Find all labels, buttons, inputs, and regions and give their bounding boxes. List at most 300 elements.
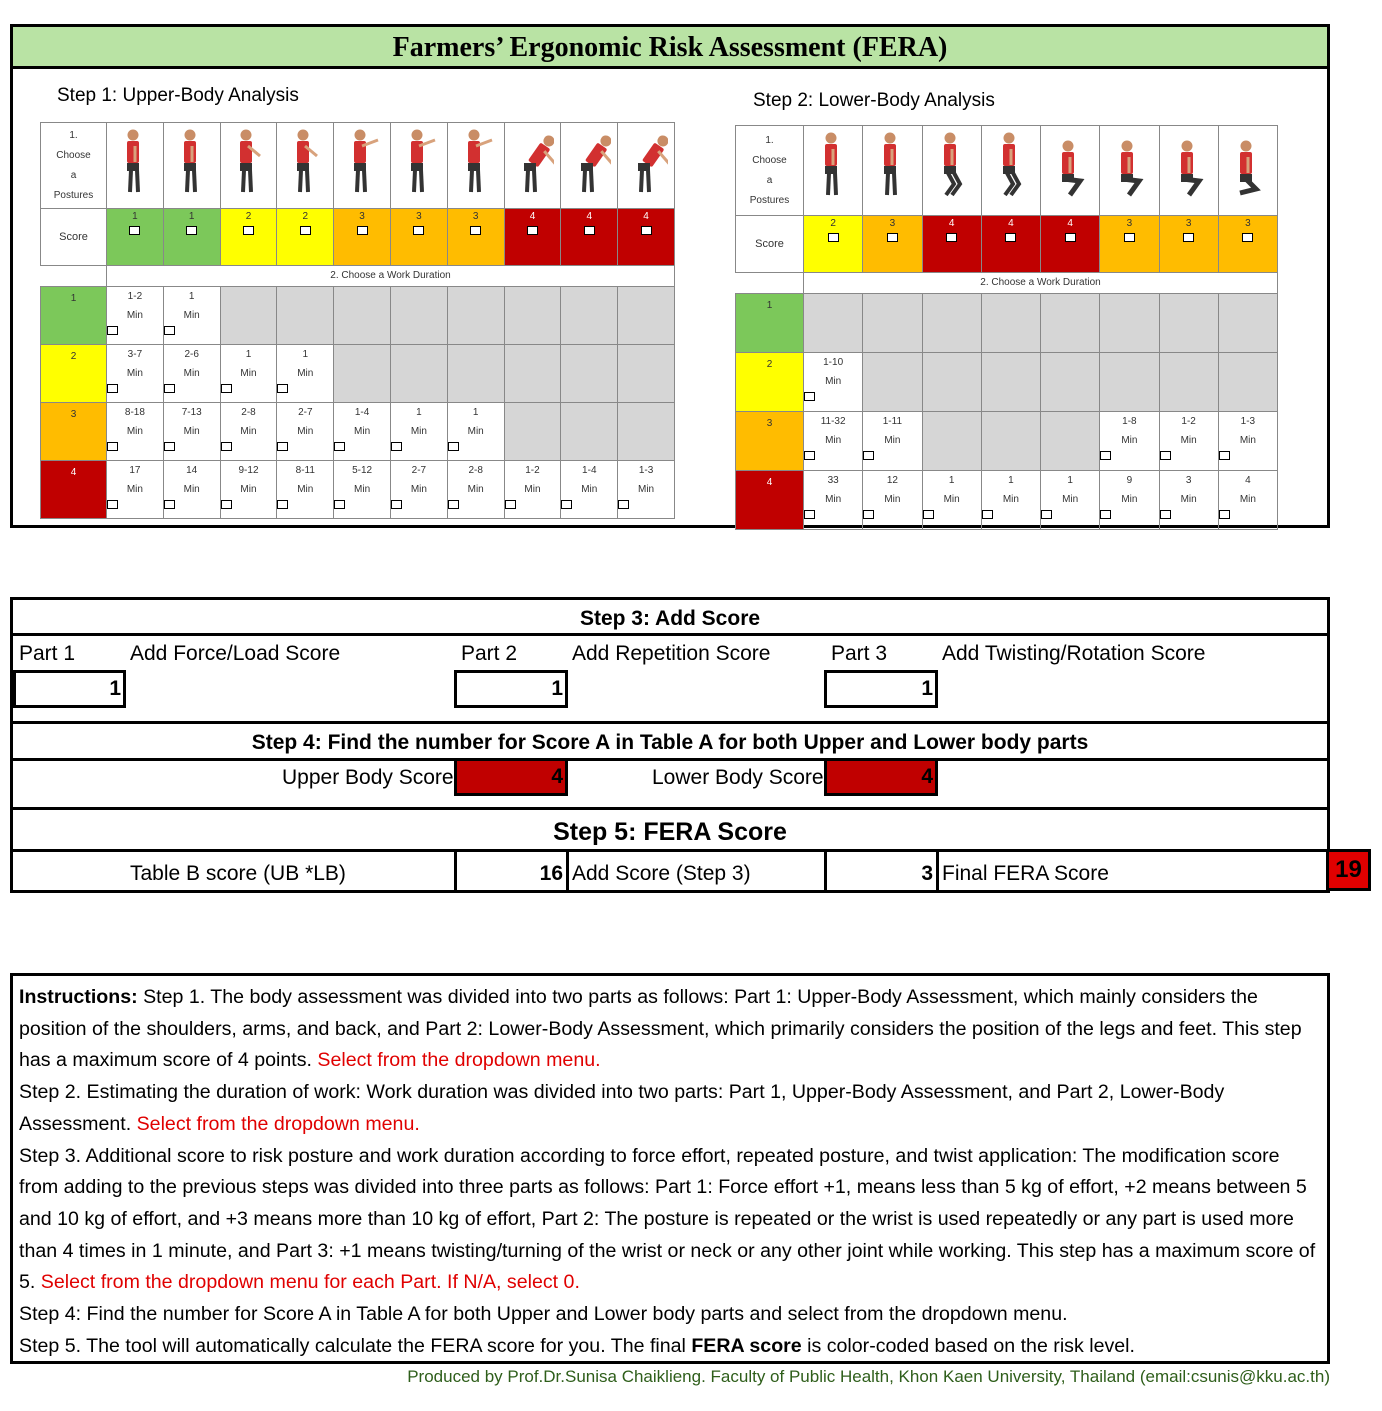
duration-option[interactable] [107,461,164,519]
knee-bend-icon [922,126,981,216]
posture-score-cell[interactable] [618,209,675,266]
posture-checkbox[interactable] [887,233,898,242]
posture-checkbox[interactable] [300,226,311,235]
duration-checkbox[interactable] [334,442,345,451]
posture-checkbox[interactable] [1183,233,1194,242]
duration-range: 1 [1008,475,1014,486]
duration-unit: Min [467,484,484,495]
duration-option[interactable] [1100,471,1159,530]
posture-score-cell[interactable] [863,216,922,273]
duration-checkbox[interactable] [221,442,232,451]
duration-unit: Min [638,484,655,495]
step1-heading: Step 1: Upper-Body Analysis [57,85,299,106]
posture-score-value: 2 [245,211,252,222]
empty-duration-cell [561,403,618,461]
duration-checkbox[interactable] [221,384,232,393]
posture-checkbox[interactable] [584,226,595,235]
duration-unit: Min [240,484,257,495]
posture-score-value: 4 [1067,218,1073,229]
duration-option[interactable] [863,412,922,471]
posture-score-cell[interactable] [334,209,391,266]
table-b-label: Table B score (UB *LB) [130,862,346,885]
posture-checkbox[interactable] [641,226,652,235]
empty-duration-cell [863,294,922,353]
duration-checkbox[interactable] [561,500,572,509]
duration-unit: Min [524,484,541,495]
risk-level-label: 3 [41,403,107,461]
step5-heading: Step 5: FERA Score [553,818,787,846]
duration-unit: Min [240,368,257,379]
bent-forward-icon [618,123,675,209]
risk-level-label: 2 [736,353,804,412]
posture-score-value: 4 [948,218,955,229]
final-fera-label: Final FERA Score [942,862,1109,885]
empty-duration-cell [981,353,1040,412]
duration-checkbox[interactable] [804,392,815,401]
duration-unit: Min [410,484,427,495]
empty-duration-cell [804,294,863,353]
deep-squat-icon [1159,126,1218,216]
table-b-value: 16 [539,862,563,885]
duration-checkbox[interactable] [107,500,118,509]
page-title: Farmers’ Ergonomic Risk Assessment (FERA) [13,27,1327,69]
duration-range: 1-3 [638,465,654,476]
duration-option[interactable] [107,403,164,461]
duration-unit: Min [1121,435,1138,446]
duration-checkbox[interactable] [277,384,288,393]
duration-checkbox[interactable] [1160,451,1171,460]
force-load-label: Add Force/Load Score [130,642,341,665]
duration-checkbox[interactable] [923,510,934,519]
empty-duration-cell [618,403,675,461]
duration-checkbox[interactable] [1100,510,1111,519]
duration-unit: Min [1180,435,1197,446]
duration-unit: Min [884,435,901,446]
footer-credit: Produced by Prof.Dr.Sunisa Chaiklieng. Faculty of Public Health, Khon Kaen University, Thailand (email:csunis@kku.ac.th) [407,1367,1330,1386]
duration-unit: Min [126,368,143,379]
duration-checkbox[interactable] [505,500,516,509]
duration-option[interactable] [863,471,922,530]
empty-duration-cell [390,287,447,345]
score-label: Score [41,209,107,266]
duration-checkbox[interactable] [804,510,815,519]
posture-checkbox[interactable] [828,233,839,242]
part1-label: Part 1 [19,642,76,665]
duration-option[interactable] [277,345,334,403]
duration-option[interactable] [220,345,277,403]
duration-option[interactable] [1041,471,1100,530]
duration-unit: Min [126,310,143,321]
duration-range: 1-4 [582,465,597,476]
duration-unit: Min [581,484,598,495]
duration-checkbox[interactable] [277,500,288,509]
duration-checkbox[interactable] [277,442,288,451]
posture-checkbox[interactable] [413,226,424,235]
duration-option[interactable] [107,287,164,345]
kneeling-icon [1218,126,1277,216]
duration-unit: Min [354,426,371,437]
duration-checkbox[interactable] [863,451,874,460]
duration-unit: Min [410,426,427,437]
posture-score-value: 2 [302,211,309,222]
duration-unit: Min [183,310,200,321]
duration-option[interactable] [334,403,391,461]
duration-range: 1-2 [525,465,540,476]
arm-raised-forward-icon [390,123,447,209]
risk-level-label: 2 [41,345,107,403]
posture-score-cell[interactable] [1159,216,1218,273]
duration-unit: Min [1180,494,1197,505]
duration-option[interactable] [1218,412,1277,471]
empty-duration-cell [618,345,675,403]
instruction-step2: Step 2. Estimating the duration of work: Work duration was divided into two parts: Part 1, Upper-Body Assessment, and Part 2, Lower-Body Assessment. [19,1081,1225,1135]
duration-checkbox[interactable] [1100,451,1111,460]
empty-duration-cell [561,345,618,403]
posture-checkbox[interactable] [1124,233,1135,242]
duration-range: 33 [827,475,839,486]
posture-score-cell[interactable] [504,209,561,266]
repetition-label: Add Repetition Score [572,642,771,665]
add-score-value: 3 [921,862,933,885]
posture-score-value: 3 [472,211,479,222]
standing-arms-down-icon [107,123,164,209]
duration-checkbox[interactable] [863,510,874,519]
duration-checkbox[interactable] [1219,451,1230,460]
duration-checkbox[interactable] [164,326,175,335]
posture-score-value: 1 [132,211,138,222]
duration-option[interactable] [618,461,675,519]
duration-range: 1 [1067,475,1073,486]
duration-checkbox[interactable] [1160,510,1171,519]
posture-score-value: 3 [1185,218,1192,229]
empty-duration-cell [1100,353,1159,412]
duration-unit: Min [467,426,484,437]
step4-heading: Step 4: Find the number for Score A in Table A for both Upper and Lower body parts [251,731,1089,754]
empty-duration-cell [922,353,981,412]
duration-unit: Min [1239,494,1256,505]
posture-checkbox[interactable] [243,226,254,235]
instructions-box [10,973,1330,1364]
duration-checkbox[interactable] [164,384,175,393]
upper-body-score-label: Upper Body Score [282,766,454,789]
risk-level-label: 1 [736,294,804,353]
duration-unit: Min [354,484,371,495]
duration-checkbox[interactable] [334,500,345,509]
standing-icon [863,126,922,216]
posture-checkbox[interactable] [470,226,481,235]
arm-raised-forward-icon [334,123,391,209]
work-duration-label: 2. Choose a Work Duration [804,273,1278,294]
duration-unit: Min [183,484,200,495]
duration-unit: Min [183,368,200,379]
empty-duration-cell [1159,294,1218,353]
duration-option[interactable] [922,471,981,530]
duration-range: 1-8 [1122,416,1137,427]
choose-posture-label: 1. Choose a Postures [736,126,804,216]
instruction-step5-end: is color-coded based on the risk level. [801,1334,1135,1357]
duration-checkbox[interactable] [107,384,118,393]
empty-duration-cell [618,287,675,345]
empty-duration-cell [504,287,561,345]
duration-range: 12 [886,475,898,486]
duration-unit: Min [126,484,143,495]
duration-unit: Min [126,426,143,437]
posture-score-cell[interactable] [220,209,277,266]
upper-body-table [40,122,675,519]
duration-option[interactable] [107,345,164,403]
step2-heading: Step 2: Lower-Body Analysis [753,90,995,111]
duration-option[interactable] [220,403,277,461]
posture-score-value: 4 [529,211,536,222]
part3-label: Part 3 [831,642,888,665]
duration-checkbox[interactable] [107,326,118,335]
duration-option[interactable] [277,403,334,461]
empty-duration-cell [504,345,561,403]
arm-raised-low-icon [277,123,334,209]
posture-checkbox[interactable] [129,226,140,235]
posture-checkbox[interactable] [946,233,957,242]
duration-unit: Min [943,494,960,505]
duration-checkbox[interactable] [1041,510,1052,519]
duration-range: 1-2 [127,291,143,302]
twisting-label: Add Twisting/Rotation Score [942,642,1206,665]
choose-posture-label: 1. Choose a Postures [41,123,107,209]
half-squat-icon [981,126,1040,216]
duration-range: 3-7 [127,349,143,360]
duration-checkbox[interactable] [618,500,629,509]
empty-duration-cell [981,294,1040,353]
instruction-step4: Step 4: Find the number for Score A in Table A for both Upper and Lower body parts and select from the dropdown menu. [19,1303,1068,1326]
posture-score-value: 3 [359,211,365,222]
instruction-step5: Step 5. The tool will automatically calculate the FERA score for you. The final [19,1334,692,1357]
posture-checkbox[interactable] [1005,233,1016,242]
repetition-select[interactable]: 1 [454,670,568,708]
duration-checkbox[interactable] [1219,510,1230,519]
instruction-step1-note: Select from the dropdown menu. [317,1049,601,1072]
posture-score-value: 1 [188,211,195,222]
duration-option[interactable] [1100,412,1159,471]
score-panel [10,597,1330,893]
posture-score-value: 3 [1245,218,1251,229]
squat-icon [1041,126,1100,216]
posture-checkbox[interactable] [186,226,197,235]
posture-score-cell[interactable] [1100,216,1159,273]
arm-raised-low-icon [220,123,277,209]
duration-option[interactable] [447,461,504,519]
empty-duration-cell [1041,353,1100,412]
duration-unit: Min [183,426,200,437]
duration-unit: Min [1239,435,1256,446]
empty-duration-cell [447,287,504,345]
duration-option[interactable] [220,461,277,519]
duration-unit: Min [1062,494,1079,505]
deep-squat-icon [1100,126,1159,216]
duration-range: 1-4 [354,407,370,418]
force-load-select[interactable]: 1 [13,670,126,708]
posture-checkbox[interactable] [1242,233,1253,242]
duration-checkbox[interactable] [391,442,402,451]
instruction-step3: Step 3. Additional score to risk posture and work duration according to force effort, repeated posture, and twist application: The modification score from adding to the previous steps was divided into three parts as follows: Part 1: Force effort +1, means less than 5 kg of effort, +2 means between 5 and 10 kg of effort, and +3 means more than 10 kg of effort, Part 2: The posture is repeated or the wrist is used repeatedly or any part is used more than 4 times in 1 minute, and Part 3: +1 means twisting/turning of the wrist or neck or any other joint while working. This step has a maximum score of 5. [19,1144,1316,1294]
empty-duration-cell [1041,294,1100,353]
duration-unit: Min [825,376,842,387]
posture-checkbox[interactable] [357,226,368,235]
posture-score-value: 3 [416,211,422,222]
bent-forward-icon [504,123,561,209]
duration-range: 17 [129,465,141,476]
duration-checkbox[interactable] [164,442,175,451]
duration-range: 2-8 [241,407,256,418]
standing-icon [804,126,863,216]
step3-heading: Step 3: Add Score [579,607,761,630]
empty-duration-cell [504,403,561,461]
duration-range: 8-18 [124,407,145,418]
posture-score-value: 4 [643,211,649,222]
lower-body-table [735,125,1278,530]
duration-range: 14 [186,465,198,476]
risk-level-label: 4 [736,471,804,530]
score-label: Score [736,216,804,273]
posture-score-cell[interactable] [163,209,220,266]
instruction-step2-note: Select from the dropdown menu. [136,1112,420,1135]
duration-range: 2-7 [411,465,427,476]
posture-score-cell[interactable] [277,209,334,266]
duration-range: 1 [472,407,479,418]
twisting-select[interactable]: 1 [824,670,938,708]
final-fera-score: 19 [1326,849,1371,891]
duration-range: 9 [1126,475,1133,486]
duration-range: 1 [188,291,195,302]
duration-option[interactable] [277,461,334,519]
duration-range: 1-2 [1181,416,1196,427]
empty-duration-cell [1218,294,1277,353]
duration-option[interactable] [163,345,220,403]
risk-level-label: 4 [41,461,107,519]
duration-unit: Min [240,426,257,437]
duration-option[interactable] [981,471,1040,530]
duration-option[interactable] [561,461,618,519]
duration-range: 1-3 [1240,416,1256,427]
duration-range: 1 [245,349,252,360]
empty-duration-cell [863,353,922,412]
posture-checkbox[interactable] [1065,233,1076,242]
duration-checkbox[interactable] [448,442,459,451]
instruction-step1: Step 1. The body assessment was divided into two parts as follows: Part 1: Upper-Body Assessment, which mainly considers the position of the shoulders, arms, and back, and Part 2: Lower-Body Assessment, which primarily considers the position of the legs and feet. This step has a maximum score of 4 points. [19,986,1302,1072]
duration-range: 7-13 [181,407,202,418]
duration-option[interactable] [504,461,561,519]
posture-score-cell[interactable] [804,216,863,273]
duration-checkbox[interactable] [982,510,993,519]
duration-range: 9-12 [238,465,259,476]
duration-option[interactable] [163,287,220,345]
standing-arms-down-icon [163,123,220,209]
posture-score-cell[interactable] [922,216,981,273]
duration-checkbox[interactable] [107,442,118,451]
posture-score-value: 4 [586,211,593,222]
empty-duration-cell [561,287,618,345]
duration-option[interactable] [163,403,220,461]
posture-score-cell[interactable] [447,209,504,266]
duration-checkbox[interactable] [221,500,232,509]
posture-score-cell[interactable] [1218,216,1277,273]
duration-option[interactable] [804,353,863,412]
posture-score-cell[interactable] [561,209,618,266]
duration-option[interactable] [447,403,504,461]
work-duration-label: 2. Choose a Work Duration [107,266,675,287]
instruction-step3-note: Select from the dropdown menu for each Part. If N/A, select 0. [40,1271,580,1294]
instructions-label: Instructions: [19,986,138,1008]
empty-duration-cell [334,287,391,345]
duration-range: 2-7 [298,407,313,418]
empty-duration-cell [922,294,981,353]
posture-score-cell[interactable] [981,216,1040,273]
duration-range: 1-10 [823,357,844,368]
posture-score-cell[interactable] [390,209,447,266]
duration-range: 3 [1185,475,1192,486]
lower-body-score-select[interactable]: 4 [824,758,938,796]
duration-option[interactable] [1159,471,1218,530]
duration-option[interactable] [1159,412,1218,471]
duration-unit: Min [297,484,314,495]
duration-unit: Min [825,494,842,505]
lower-body-score-label: Lower Body Score [652,766,824,789]
empty-duration-cell [1159,353,1218,412]
empty-duration-cell [334,345,391,403]
duration-range: 2-6 [184,349,199,360]
duration-unit: Min [297,426,314,437]
duration-option[interactable] [163,461,220,519]
posture-score-cell[interactable] [107,209,164,266]
duration-checkbox[interactable] [164,500,175,509]
risk-level-label: 1 [41,287,107,345]
posture-checkbox[interactable] [527,226,538,235]
duration-range: 8-11 [295,465,315,476]
duration-range: 1 [302,349,309,360]
duration-option[interactable] [1218,471,1277,530]
posture-score-cell[interactable] [1041,216,1100,273]
duration-unit: Min [825,435,842,446]
analysis-panel [10,24,1330,528]
duration-option[interactable] [804,412,863,471]
empty-duration-cell [922,412,981,471]
duration-option[interactable] [390,403,447,461]
upper-body-score-select[interactable]: 4 [454,758,568,796]
duration-checkbox[interactable] [391,500,402,509]
duration-range: 11-32 [820,416,846,427]
duration-checkbox[interactable] [448,500,459,509]
duration-option[interactable] [390,461,447,519]
duration-range: 1 [416,407,422,418]
duration-option[interactable] [334,461,391,519]
duration-range: 5-12 [352,465,373,476]
duration-unit: Min [884,494,901,505]
instruction-step5-bold: FERA score [691,1334,802,1357]
duration-checkbox[interactable] [804,451,815,460]
part2-label: Part 2 [461,642,518,665]
empty-duration-cell [981,412,1040,471]
posture-score-value: 3 [889,218,896,229]
empty-duration-cell [277,287,334,345]
duration-unit: Min [1002,494,1019,505]
empty-duration-cell [220,287,277,345]
duration-range: 1 [948,475,955,486]
empty-duration-cell [1041,412,1100,471]
duration-range: 1-11 [882,416,903,427]
arm-raised-forward-icon [447,123,504,209]
duration-range: 2-8 [468,465,483,476]
empty-duration-cell [390,345,447,403]
duration-option[interactable] [804,471,863,530]
bent-forward-icon [561,123,618,209]
